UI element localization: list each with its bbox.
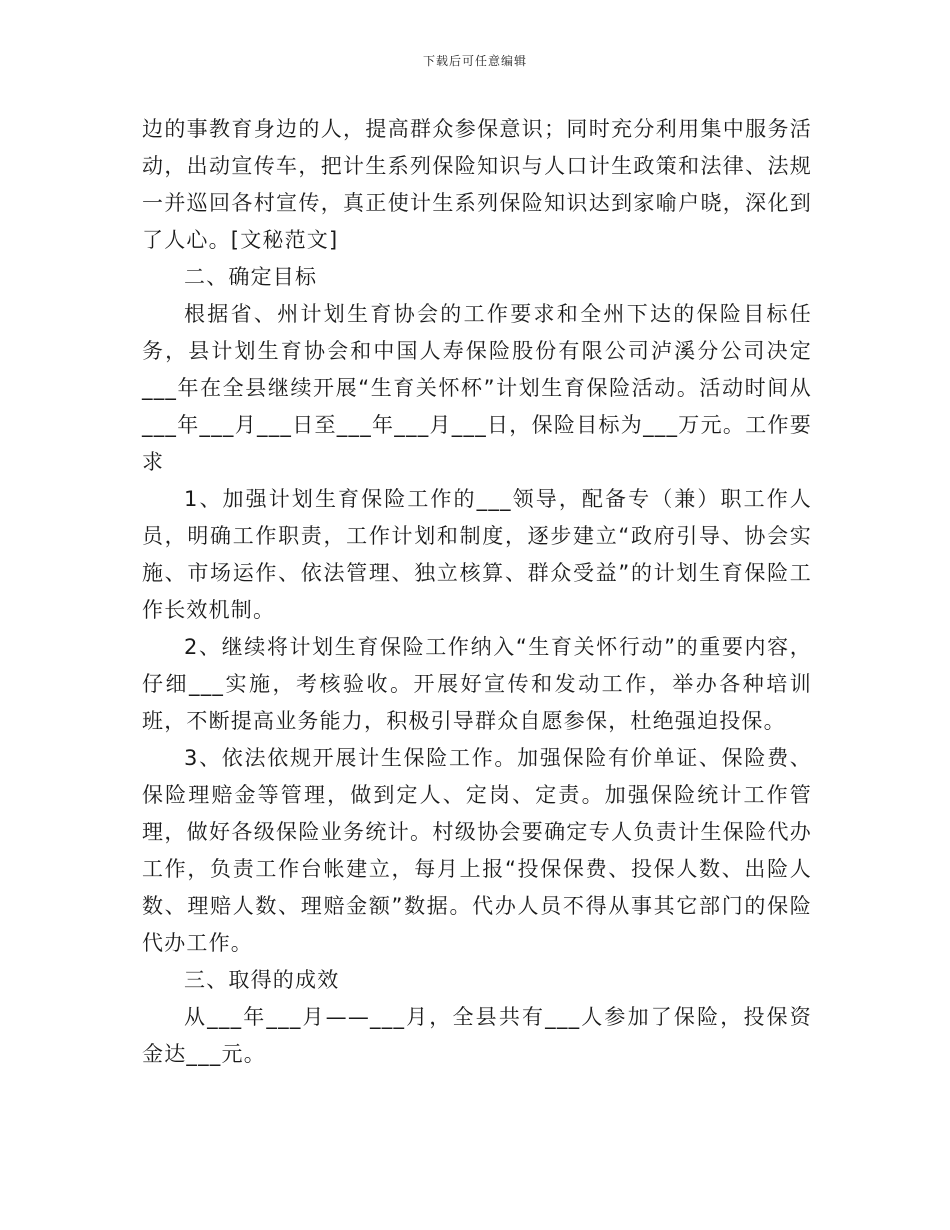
paragraph-results: 从___年___月——___月，全县共有___人参加了保险，投保资金达___元。 bbox=[142, 1005, 812, 1066]
paragraph-continuation: 边的事教育身边的人，提高群众参保意识；同时充分利用集中服务活动，出动宣传车，把计生系列保险知识与人口计生政策和法律、法规一并巡回各村宣传，真正使计生系列保险知识达到家喻户晓，深化到了人心。[文秘范文] bbox=[142, 117, 812, 252]
paragraph-requirement-1: 1、加强计划生育保险工作的___领导，配备专（兼）职工作人员，明确工作职责，工作计划和制度，逐步建立“政府引导、协会实施、市场运作、依法管理、独立核算、群众受益”的计划生育保险工作长效机制。 bbox=[142, 487, 812, 622]
paragraph-requirement-3: 3、依法依规开展计生保险工作。加强保险有价单证、保险费、保险理赔金等管理，做到定人、定岗、定责。加强保险统计工作管理，做好各级保险业务统计。村级协会要确定专人负责计生保险代办工作，负责工作台帐建立，每月上报“投保保费、投保人数、出险人数、理赔人数、理赔金额”数据。代办人员不得从事其它部门的保险代办工作。 bbox=[142, 746, 812, 955]
page-header: 下载后可任意编辑 bbox=[422, 54, 527, 68]
section-heading-goals: 二、确定目标 bbox=[184, 265, 318, 289]
section-heading-results: 三、取得的成效 bbox=[184, 968, 340, 992]
document-body bbox=[142, 111, 812, 1073]
paragraph-requirement-2: 2、继续将计划生育保险工作纳入“生育关怀行动”的重要内容，仔细___实施，考核验收。开展好宣传和发动工作，举办各种培训班，不断提高业务能力，积极引导群众自愿参保，杜绝强迫投保。 bbox=[142, 635, 812, 733]
paragraph-goals: 根据省、州计划生育协会的工作要求和全州下达的保险目标任务，县计划生育协会和中国人寿保险股份有限公司泸溪分公司决定___年在全县继续开展“生育关怀杯”计划生育保险活动。活动时间从___年___月___日至___年___月___日，保险目标为___万元。工作要求 bbox=[142, 302, 812, 474]
